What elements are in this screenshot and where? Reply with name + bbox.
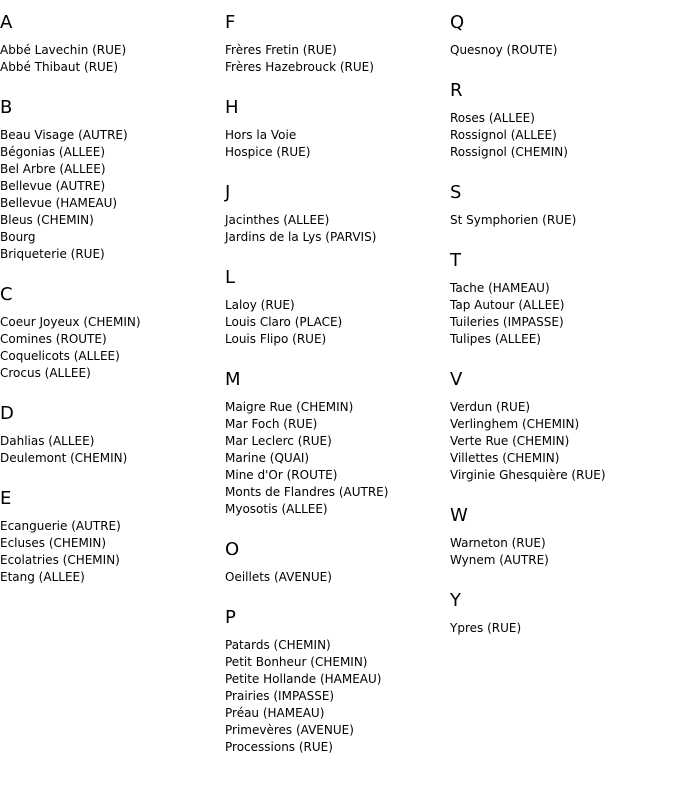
street-item[interactable]: Roses (ALLEE) — [450, 111, 535, 125]
street-item[interactable]: Petit Bonheur (CHEMIN) — [225, 655, 368, 669]
letter-heading: W — [450, 505, 468, 526]
street-item[interactable]: Mar Foch (RUE) — [225, 417, 318, 431]
street-list — [225, 569, 450, 586]
street-item[interactable]: Frères Fretin (RUE) — [225, 43, 337, 57]
street-item[interactable]: Myosotis (ALLEE) — [225, 502, 328, 516]
letter-section — [450, 12, 675, 59]
street-item[interactable]: Processions (RUE) — [225, 740, 333, 754]
letter-section — [225, 12, 450, 76]
letter-heading: T — [450, 250, 461, 271]
street-item[interactable]: Laloy (RUE) — [225, 298, 295, 312]
street-item[interactable]: Virginie Ghesquière (RUE) — [450, 468, 606, 482]
street-item[interactable]: Ypres (RUE) — [450, 621, 522, 635]
street-item[interactable]: Tap Autour (ALLEE) — [450, 298, 565, 312]
letter-section — [225, 97, 450, 161]
street-item[interactable]: Jardins de la Lys (PARVIS) — [225, 230, 377, 244]
street-list — [450, 399, 675, 484]
letter-heading: L — [225, 267, 236, 288]
street-item[interactable]: Hors la Voie — [225, 128, 297, 142]
letter-section — [0, 488, 225, 586]
street-item[interactable]: Mine d'Or (ROUTE) — [225, 468, 338, 482]
street-item[interactable]: Bégonias (ALLEE) — [0, 145, 106, 159]
letter-heading: E — [0, 488, 12, 509]
street-item[interactable]: Etang (ALLEE) — [0, 570, 85, 584]
street-item[interactable]: Préau (HAMEAU) — [225, 706, 325, 720]
street-item[interactable]: Tuileries (IMPASSE) — [450, 315, 564, 329]
letter-heading: M — [225, 369, 241, 390]
street-item[interactable]: Ecanguerie (AUTRE) — [0, 519, 121, 533]
street-item[interactable]: Frères Hazebrouck (RUE) — [225, 60, 374, 74]
letter-section — [225, 182, 450, 246]
street-list — [225, 212, 450, 246]
street-item[interactable]: Bourg — [0, 230, 36, 244]
street-item[interactable]: Ecluses (CHEMIN) — [0, 536, 107, 550]
letter-heading: B — [0, 97, 13, 118]
letter-heading: Q — [450, 12, 465, 33]
street-item[interactable]: Monts de Flandres (AUTRE) — [225, 485, 389, 499]
street-item[interactable]: Mar Leclerc (RUE) — [225, 434, 332, 448]
street-item[interactable]: Coquelicots (ALLEE) — [0, 349, 120, 363]
letter-section — [0, 12, 225, 76]
street-item[interactable]: Verlinghem (CHEMIN) — [450, 417, 580, 431]
street-item[interactable]: Dahlias (ALLEE) — [0, 434, 95, 448]
street-item[interactable]: Hospice (RUE) — [225, 145, 311, 159]
street-list — [225, 127, 450, 161]
letter-heading: F — [225, 12, 236, 33]
street-item[interactable]: Crocus (ALLEE) — [0, 366, 91, 380]
letter-heading: P — [225, 607, 236, 628]
street-item[interactable]: Marine (QUAI) — [225, 451, 310, 465]
street-item[interactable]: Wynem (AUTRE) — [450, 553, 549, 567]
letter-heading: D — [0, 403, 14, 424]
street-list — [0, 433, 225, 467]
street-item[interactable]: Primevères (AVENUE) — [225, 723, 354, 737]
letter-section — [450, 505, 675, 569]
street-item[interactable]: Briqueterie (RUE) — [0, 247, 105, 261]
street-item[interactable]: Coeur Joyeux (CHEMIN) — [0, 315, 141, 329]
street-index-column-2 — [225, 0, 450, 756]
letter-heading: A — [0, 12, 13, 33]
street-item[interactable]: Patards (CHEMIN) — [225, 638, 331, 652]
street-item[interactable]: Louis Flipo (RUE) — [225, 332, 327, 346]
street-list — [450, 212, 675, 229]
letter-heading: J — [225, 182, 231, 203]
street-item[interactable]: Bleus (CHEMIN) — [0, 213, 94, 227]
letter-section — [450, 369, 675, 484]
letter-section — [0, 284, 225, 382]
letter-heading: Y — [450, 590, 461, 611]
letter-heading: R — [450, 80, 463, 101]
letter-section — [225, 539, 450, 586]
street-list — [450, 110, 675, 161]
street-item[interactable]: Beau Visage (AUTRE) — [0, 128, 128, 142]
street-item[interactable]: Tache (HAMEAU) — [450, 281, 550, 295]
street-index-column-1 — [0, 0, 225, 586]
street-list — [225, 297, 450, 348]
street-item[interactable]: Abbé Thibaut (RUE) — [0, 60, 119, 74]
letter-section — [225, 369, 450, 518]
street-item[interactable]: Ecolatries (CHEMIN) — [0, 553, 120, 567]
street-list — [450, 280, 675, 348]
street-list — [0, 518, 225, 586]
street-list — [0, 42, 225, 76]
street-item[interactable]: Bellevue (HAMEAU) — [0, 196, 118, 210]
street-list — [225, 42, 450, 76]
letter-section — [225, 607, 450, 756]
letter-section — [0, 403, 225, 467]
street-item[interactable]: Verte Rue (CHEMIN) — [450, 434, 570, 448]
street-list — [450, 42, 675, 59]
street-item[interactable]: Rossignol (ALLEE) — [450, 128, 557, 142]
street-item[interactable]: Bel Arbre (ALLEE) — [0, 162, 106, 176]
street-item[interactable]: Quesnoy (ROUTE) — [450, 43, 558, 57]
letter-section — [450, 250, 675, 348]
street-item[interactable]: Maigre Rue (CHEMIN) — [225, 400, 354, 414]
street-item[interactable]: Villettes (CHEMIN) — [450, 451, 560, 465]
street-list — [0, 314, 225, 382]
street-item[interactable]: Deulemont (CHEMIN) — [0, 451, 128, 465]
street-item[interactable]: Oeillets (AVENUE) — [225, 570, 332, 584]
street-item[interactable]: Petite Hollande (HAMEAU) — [225, 672, 382, 686]
letter-heading: S — [450, 182, 462, 203]
street-item[interactable]: St Symphorien (RUE) — [450, 213, 577, 227]
street-item[interactable]: Abbé Lavechin (RUE) — [0, 43, 127, 57]
street-item[interactable]: Comines (ROUTE) — [0, 332, 107, 346]
street-item[interactable]: Louis Claro (PLACE) — [225, 315, 343, 329]
letter-heading: V — [450, 369, 463, 390]
street-index-column-3 — [450, 0, 675, 637]
letter-section — [225, 267, 450, 348]
street-item[interactable]: Bellevue (AUTRE) — [0, 179, 106, 193]
street-item[interactable]: Verdun (RUE) — [450, 400, 531, 414]
letter-section — [450, 182, 675, 229]
street-list — [450, 620, 675, 637]
street-item[interactable]: Warneton (RUE) — [450, 536, 546, 550]
street-list — [450, 535, 675, 569]
street-list — [0, 127, 225, 263]
letter-section — [450, 80, 675, 161]
letter-heading: O — [225, 539, 240, 560]
letter-section — [0, 97, 225, 263]
street-list — [225, 399, 450, 518]
street-item[interactable]: Jacinthes (ALLEE) — [225, 213, 330, 227]
letter-heading: C — [0, 284, 13, 305]
street-item[interactable]: Tulipes (ALLEE) — [450, 332, 541, 346]
street-item[interactable]: Prairies (IMPASSE) — [225, 689, 335, 703]
letter-section — [450, 590, 675, 637]
street-list — [225, 637, 450, 756]
letter-heading: H — [225, 97, 239, 118]
street-item[interactable]: Rossignol (CHEMIN) — [450, 145, 568, 159]
